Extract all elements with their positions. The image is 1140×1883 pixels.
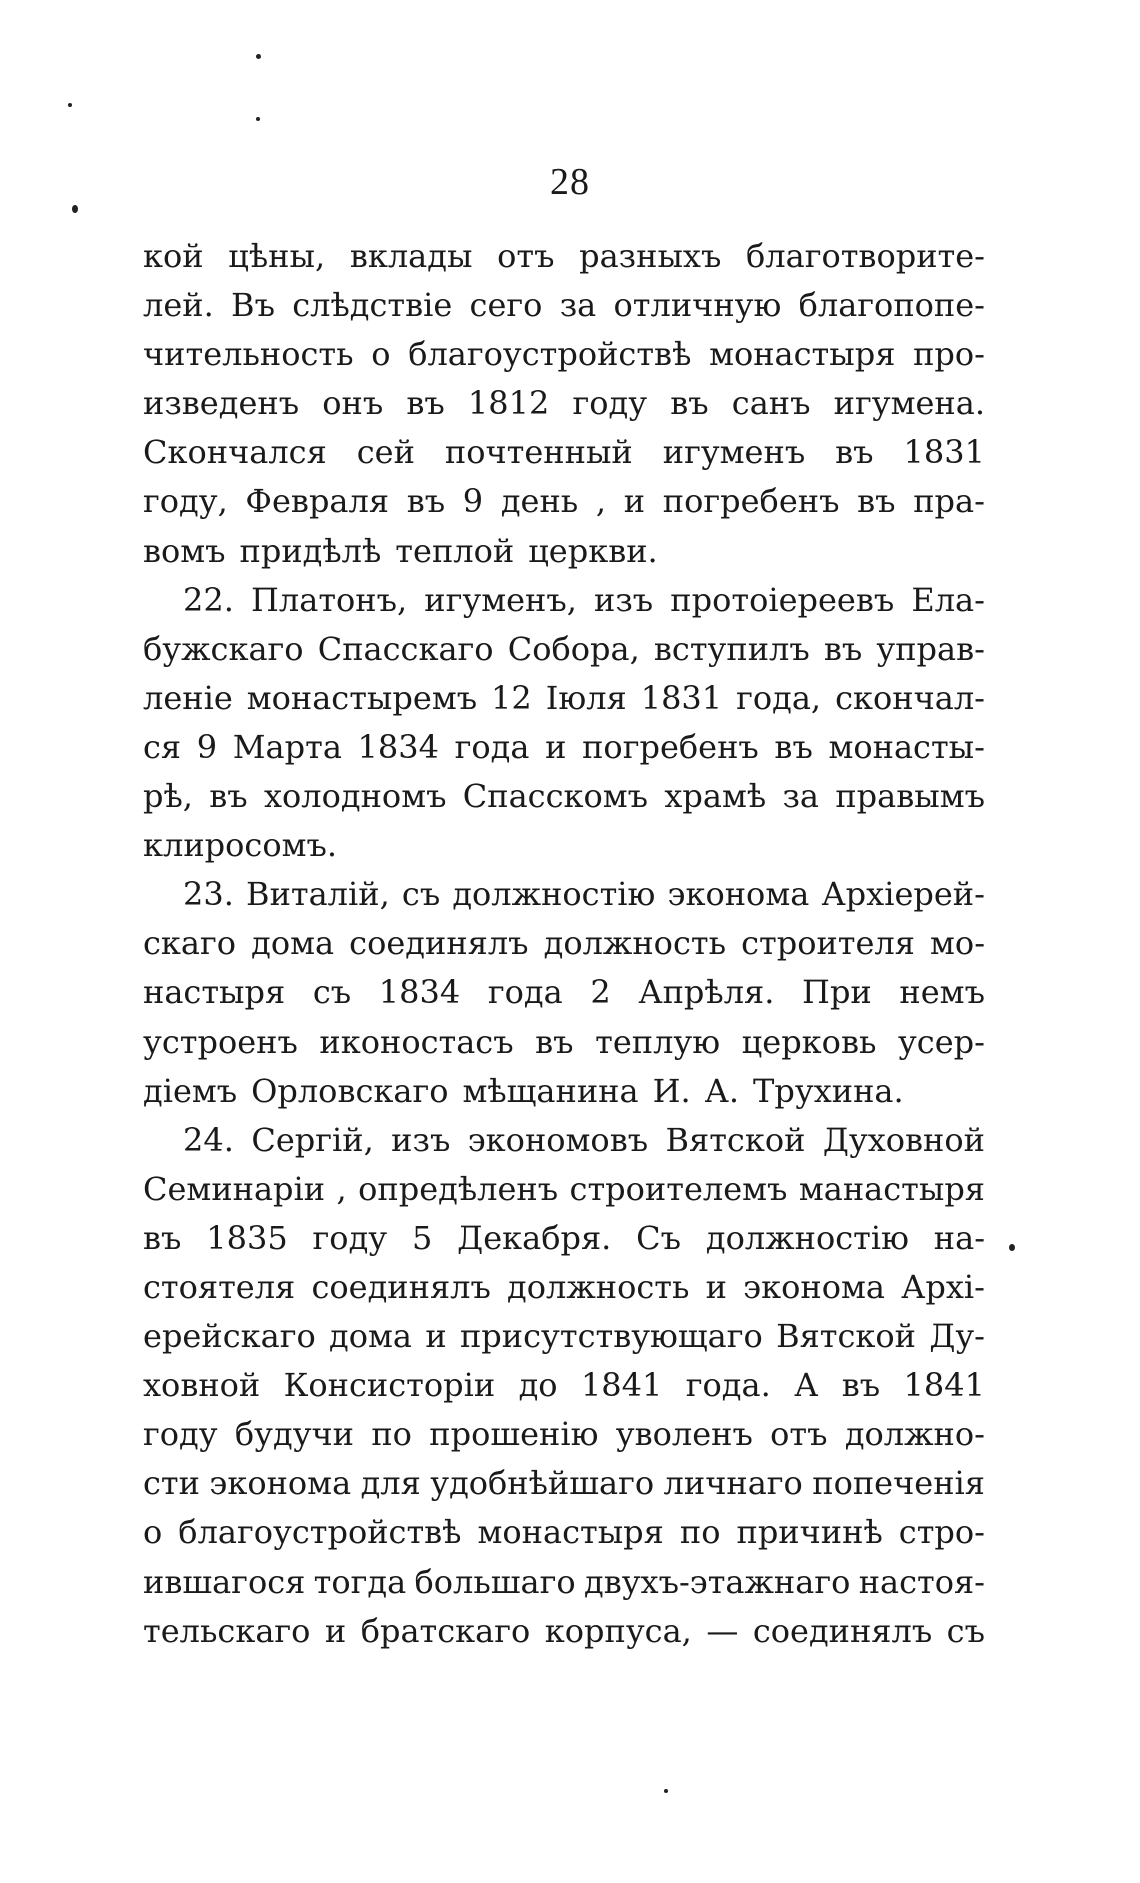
text-line: [143, 625, 985, 674]
text-line: [143, 772, 985, 821]
word: почтенный: [444, 433, 633, 472]
word: игумена.: [833, 384, 985, 423]
print-speck: [256, 117, 260, 121]
word: 1841: [580, 1366, 663, 1405]
word: пра-: [913, 482, 985, 521]
word: Духовной: [822, 1120, 985, 1159]
word: и: [545, 727, 567, 766]
word: діемъ: [143, 1071, 238, 1110]
word: 2: [590, 973, 611, 1012]
word: 22.: [183, 580, 234, 619]
word: ,: [336, 1169, 347, 1208]
print-speck: [256, 54, 261, 59]
word: —: [706, 1611, 739, 1650]
print-speck: [1009, 1244, 1015, 1251]
word: Вятской: [665, 1120, 806, 1159]
word: въ: [209, 777, 248, 816]
word: 1841: [903, 1366, 985, 1405]
word: иконостасъ: [319, 1022, 514, 1061]
word: съ: [312, 973, 352, 1012]
word: и: [324, 1611, 347, 1650]
word: должность: [507, 1267, 690, 1306]
text-line: [143, 1508, 985, 1557]
word: въ: [774, 727, 813, 766]
word: немъ: [899, 973, 985, 1012]
word: А.: [704, 1071, 740, 1110]
word: скончал-: [835, 678, 985, 717]
word: вомъ: [143, 531, 226, 570]
word: должность: [543, 924, 726, 963]
word: эконома: [743, 1267, 885, 1306]
word: Семинаріи: [143, 1169, 326, 1208]
word: слѣдствіе: [292, 286, 453, 325]
word: причинѣ: [736, 1513, 883, 1552]
word: 12: [491, 678, 532, 717]
word: для: [360, 1464, 421, 1503]
word: въ: [406, 482, 446, 521]
word: отъ: [497, 237, 555, 275]
word: день: [500, 482, 579, 521]
word: Орловскаго: [251, 1071, 449, 1110]
word: тельскаго: [143, 1611, 311, 1650]
word: году: [572, 384, 648, 423]
word: сего: [469, 286, 543, 325]
word: Февраля: [245, 482, 390, 521]
word: леніе: [143, 678, 233, 717]
word: о: [143, 1513, 163, 1552]
word: года: [454, 727, 530, 766]
word: Съ: [636, 1218, 682, 1257]
word: братскаго: [360, 1611, 531, 1650]
word: попеченія: [812, 1464, 985, 1503]
word: до: [518, 1366, 558, 1405]
word: И.: [652, 1071, 691, 1110]
word: уволенъ: [615, 1415, 753, 1454]
word: года,: [736, 678, 822, 717]
word: Спасскаго: [317, 629, 494, 668]
print-speck: [72, 205, 78, 213]
word: за: [782, 777, 819, 816]
word: по: [679, 1513, 721, 1552]
word: и: [425, 1317, 447, 1356]
word: удобнѣйшаго: [430, 1464, 655, 1503]
text-line: [143, 1116, 985, 1165]
word: про-: [913, 335, 985, 374]
word: въ: [841, 1366, 881, 1405]
body-text: [143, 232, 985, 1656]
word: Архіерей-: [821, 875, 985, 914]
word: чительность: [143, 335, 354, 374]
text-line: [143, 1018, 985, 1067]
text-line: [143, 379, 985, 428]
word: Декабря.: [457, 1218, 612, 1257]
word: настоя-: [858, 1562, 985, 1601]
text-line: [143, 919, 985, 968]
word: Платонъ,: [251, 580, 408, 619]
word: скаго: [143, 924, 237, 963]
word: въ: [670, 384, 709, 423]
word: года: [487, 973, 563, 1012]
word: вклады: [349, 237, 473, 275]
word: благоустройствѣ: [178, 1513, 462, 1552]
word: въ: [835, 433, 874, 472]
text-line: [143, 674, 985, 723]
word: двухъ-этажнаго: [584, 1562, 851, 1601]
word: ся: [143, 727, 182, 766]
word: изведенъ: [143, 384, 300, 423]
word: Въ: [231, 286, 275, 325]
word: году: [143, 1415, 218, 1454]
word: году: [312, 1218, 388, 1257]
text-line: [143, 1558, 985, 1607]
word: монастыря: [477, 1513, 664, 1552]
word: теплой: [395, 531, 515, 570]
word: Сергій,: [251, 1120, 374, 1159]
word: 1831: [640, 678, 723, 717]
word: эконома: [667, 875, 810, 914]
word: дома: [329, 1317, 412, 1356]
text-line: [143, 1459, 985, 1508]
word: опредѣленъ: [358, 1169, 559, 1208]
text-line: [143, 1607, 985, 1656]
word: погребенъ: [582, 727, 759, 766]
text-line: [143, 870, 985, 919]
text-line: [143, 477, 985, 526]
print-speck: [664, 1789, 668, 1793]
word: устроенъ: [143, 1022, 298, 1061]
word: соединялъ: [311, 1267, 491, 1306]
word: отъ: [770, 1415, 828, 1454]
word: году,: [143, 482, 228, 521]
word: Спасскомъ: [462, 777, 649, 816]
word: Виталій,: [246, 875, 390, 914]
word: погребенъ: [662, 482, 840, 521]
word: большаго: [414, 1562, 576, 1601]
word: цѣны,: [228, 237, 326, 275]
word: въ: [857, 482, 896, 521]
word: вступилъ: [653, 629, 810, 668]
word: Іюля: [545, 678, 627, 717]
word: стро-: [898, 1513, 985, 1552]
text-line: [143, 1214, 985, 1263]
word: сей: [356, 433, 415, 472]
word: благоустройствѣ: [408, 335, 692, 374]
word: Консисторіи: [283, 1366, 496, 1405]
word: личнаго: [663, 1464, 803, 1503]
word: церковь: [741, 1022, 877, 1061]
word: Марта: [232, 727, 342, 766]
word: придѣлѣ: [239, 531, 382, 570]
word: лей.: [143, 286, 214, 325]
page-number: 28: [550, 161, 590, 203]
word: изъ: [594, 580, 654, 619]
word: бужскаго: [143, 629, 304, 668]
word: эконома: [209, 1464, 352, 1503]
word: Скончался: [143, 433, 327, 472]
word: Архі-: [901, 1267, 985, 1306]
word: манастыря: [798, 1169, 985, 1208]
text-line: [143, 576, 985, 625]
text-line: [143, 232, 985, 281]
word: за: [559, 286, 597, 325]
word: 1834: [378, 973, 461, 1012]
word: мѣщанина: [462, 1071, 639, 1110]
word: экономовъ: [467, 1120, 649, 1159]
text-line: [143, 1361, 985, 1410]
word: Апрѣля.: [638, 973, 775, 1012]
text-line: [143, 1165, 985, 1214]
word: настыря: [143, 973, 286, 1012]
word: кой: [143, 237, 204, 275]
text-line: [143, 1410, 985, 1459]
word: строителемъ: [569, 1169, 788, 1208]
word: присутствующаго: [459, 1317, 763, 1356]
word: по: [371, 1415, 412, 1454]
print-speck: [68, 103, 72, 107]
word: ерейскаго: [143, 1317, 316, 1356]
word: монасты-: [828, 727, 985, 766]
word: сти: [143, 1464, 200, 1503]
word: правымъ: [835, 777, 985, 816]
word: о: [371, 335, 391, 374]
word: 1835: [206, 1218, 288, 1257]
word: 9: [462, 482, 484, 521]
word: въ: [143, 1218, 182, 1257]
text-line: [143, 281, 985, 330]
word: 1812: [467, 384, 550, 423]
word: 1834: [357, 727, 439, 766]
word: стоятеля: [143, 1267, 296, 1306]
word: храмѣ: [664, 777, 767, 816]
word: тогда: [313, 1562, 407, 1601]
word: онъ: [322, 384, 384, 423]
word: соединялъ: [752, 1611, 933, 1650]
word: изъ: [391, 1120, 451, 1159]
word: 24.: [183, 1120, 234, 1159]
word: 1831: [903, 433, 985, 472]
word: будучи: [234, 1415, 354, 1454]
word: игуменъ,: [424, 580, 577, 619]
word: ,: [595, 482, 607, 521]
word: Ду-: [929, 1317, 985, 1356]
word: соединялъ: [349, 924, 529, 963]
word: 5: [411, 1218, 433, 1257]
word: на-: [933, 1218, 985, 1257]
word: и: [623, 482, 646, 521]
word: Трухина.: [753, 1071, 904, 1110]
text-line: [143, 723, 985, 772]
word: должностію: [452, 875, 656, 914]
text-line: [143, 527, 985, 576]
word: разныхъ: [579, 237, 722, 275]
word: мо-: [930, 924, 985, 963]
word: и: [705, 1267, 727, 1306]
word: теплую: [595, 1022, 721, 1061]
word: церкви.: [528, 531, 658, 570]
word: благотворите-: [746, 237, 985, 275]
text-line: [143, 821, 985, 870]
word: отличную: [613, 286, 782, 325]
word: въ: [823, 629, 863, 668]
word: Вятской: [776, 1317, 916, 1356]
word: въ: [406, 384, 445, 423]
word: усер-: [897, 1022, 985, 1061]
word: прошенію: [429, 1415, 599, 1454]
word: рѣ,: [143, 777, 193, 816]
word: года.: [685, 1366, 771, 1405]
word: должностію: [705, 1218, 909, 1257]
word: протоіереевъ: [670, 580, 895, 619]
text-line: [143, 1312, 985, 1361]
text-line: [143, 968, 985, 1017]
word: корпуса,: [544, 1611, 692, 1650]
word: 23.: [183, 875, 234, 914]
word: управ-: [876, 629, 985, 668]
word: благопопе-: [798, 286, 985, 325]
word: монастыря: [709, 335, 896, 374]
text-line: [143, 330, 985, 379]
word: ховной: [143, 1366, 261, 1405]
text-line: [143, 428, 985, 477]
word: монастыремъ: [246, 678, 478, 717]
word: Собора,: [507, 629, 640, 668]
word: ившагося: [143, 1562, 306, 1601]
word: При: [802, 973, 872, 1012]
word: дома: [251, 924, 335, 963]
word: строителя: [741, 924, 915, 963]
text-line: [143, 1263, 985, 1312]
word: 9: [196, 727, 218, 766]
word: санъ: [731, 384, 811, 423]
word: должно-: [844, 1415, 985, 1454]
word: А: [794, 1366, 819, 1405]
word: Ела-: [911, 580, 985, 619]
word: въ: [535, 1022, 574, 1061]
word: съ: [401, 875, 441, 914]
word: клиросомъ.: [143, 826, 338, 865]
word: холодномъ: [263, 777, 447, 816]
word: игуменъ: [662, 433, 806, 472]
text-line: [143, 1067, 985, 1116]
word: съ: [946, 1611, 985, 1650]
